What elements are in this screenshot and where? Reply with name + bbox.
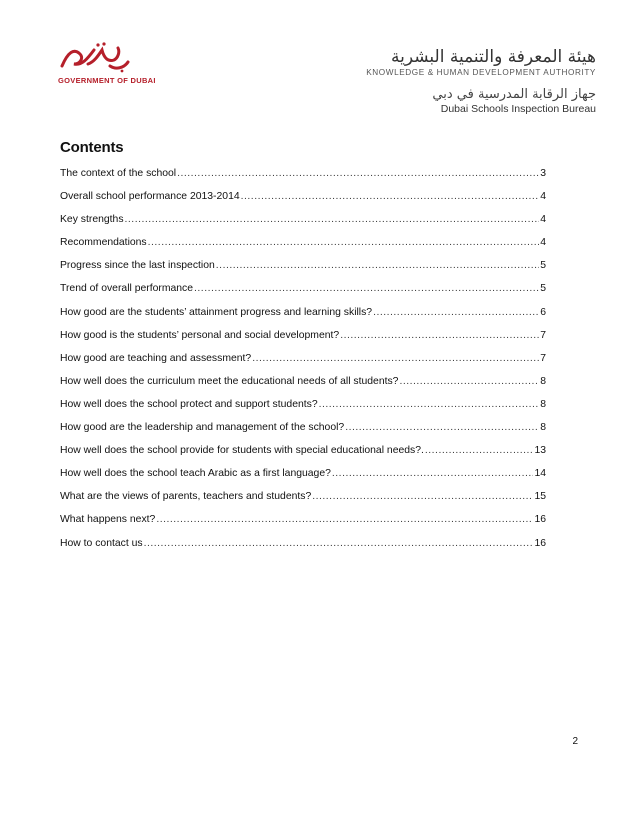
toc-entry[interactable] — [60, 422, 546, 445]
toc-entry-page: 15 — [534, 491, 546, 503]
toc-leader-dots — [144, 538, 534, 549]
toc-entry[interactable] — [60, 491, 546, 514]
dsib-english-name: Dubai Schools Inspection Bureau — [440, 103, 596, 115]
toc-entry-label: How good are teaching and assessment? — [60, 352, 252, 364]
toc-entry-label: How good is the students’ personal and social development? — [60, 329, 340, 341]
toc-leader-dots — [241, 191, 540, 202]
toc-entry[interactable] — [60, 330, 546, 353]
toc-entry-page: 16 — [534, 514, 546, 526]
toc-entry-page: 4 — [540, 191, 546, 203]
toc-entry-label: Trend of overall performance — [60, 283, 194, 295]
toc-entry-label: Progress since the last inspection — [60, 260, 215, 272]
toc-leader-dots — [216, 260, 539, 271]
toc-entry[interactable] — [60, 514, 546, 537]
toc-entry-page: 4 — [540, 237, 546, 249]
toc-entry[interactable] — [60, 445, 546, 468]
toc-entry-label: Key strengths — [60, 214, 124, 226]
toc-leader-dots — [332, 468, 534, 479]
toc-leader-dots — [425, 445, 534, 456]
toc-entry-page: 6 — [540, 306, 546, 318]
toc-entry[interactable] — [60, 237, 546, 260]
toc-leader-dots — [125, 214, 540, 225]
toc-entry-label: Overall school performance 2013-2014 — [60, 191, 240, 203]
toc-entry-page: 14 — [534, 468, 546, 480]
toc-entry-label: Recommendations — [60, 237, 147, 249]
toc-entry-label: How well does the school teach Arabic as a first language? — [60, 468, 331, 480]
toc-entry-label: How well does the school provide for students with special educational needs?. — [60, 445, 424, 457]
toc-entry[interactable] — [60, 260, 546, 283]
khda-arabic-name: هيئة المعرفة والتنمية البشرية — [391, 47, 596, 67]
toc-leader-dots — [345, 422, 539, 433]
toc-entry-page: 8 — [540, 398, 546, 410]
toc-entry-label: What happens next? — [60, 514, 156, 526]
toc-entry-label: How well does the school protect and support students? — [60, 398, 318, 410]
toc-leader-dots — [319, 399, 540, 410]
toc-entry-label: The context of the school — [60, 168, 177, 179]
toc-entry-label: How good are the leadership and management of the school? — [60, 422, 345, 434]
toc-leader-dots — [373, 307, 539, 318]
toc-entry-page: 13 — [534, 445, 546, 457]
toc-entry-label: How good are the students’ attainment progress and learning skills? — [60, 306, 373, 318]
toc-leader-dots — [340, 330, 539, 341]
dsib-arabic-name: جهاز الرقابة المدرسية في دبي — [432, 87, 596, 102]
table-of-contents — [60, 168, 546, 561]
toc-leader-dots — [252, 353, 539, 364]
toc-entry[interactable] — [60, 214, 546, 237]
toc-entry[interactable] — [60, 307, 546, 330]
toc-entry-page: 7 — [540, 329, 546, 341]
government-of-dubai-logo — [58, 40, 156, 85]
toc-leader-dots — [148, 237, 540, 248]
toc-entry[interactable] — [60, 376, 546, 399]
toc-entry-page: 8 — [540, 375, 546, 387]
dubai-calligraphy-logo-icon — [58, 40, 130, 74]
toc-entry-label: How well does the curriculum meet the educational needs of all students? — [60, 375, 399, 387]
toc-entry[interactable] — [60, 538, 546, 561]
toc-leader-dots — [177, 168, 539, 179]
toc-leader-dots — [399, 376, 539, 387]
toc-leader-dots — [156, 514, 533, 525]
toc-entry-page: 16 — [534, 537, 546, 549]
toc-entry-page: 8 — [540, 422, 546, 434]
toc-leader-dots — [194, 283, 539, 294]
page-number: 2 — [572, 736, 578, 747]
contents-heading: Contents — [60, 139, 124, 156]
toc-entry-label: What are the views of parents, teachers and students? — [60, 491, 312, 503]
toc-entry-page: 3 — [540, 168, 546, 179]
government-of-dubai-text: GOVERNMENT OF DUBAI — [58, 76, 156, 85]
toc-entry-page: 5 — [540, 260, 546, 272]
toc-entry-page: 4 — [540, 214, 546, 226]
toc-entry-label: How to contact us — [60, 537, 143, 549]
khda-english-name: KNOWLEDGE & HUMAN DEVELOPMENT AUTHORITY — [366, 68, 596, 77]
khda-logo — [366, 48, 596, 115]
toc-entry[interactable] — [60, 283, 546, 306]
toc-entry[interactable] — [60, 168, 546, 191]
toc-leader-dots — [312, 491, 533, 502]
toc-entry-page: 7 — [540, 352, 546, 364]
toc-entry[interactable] — [60, 353, 546, 376]
toc-entry[interactable] — [60, 468, 546, 491]
toc-entry[interactable] — [60, 191, 546, 214]
toc-entry-page: 5 — [540, 283, 546, 295]
toc-entry[interactable] — [60, 399, 546, 422]
